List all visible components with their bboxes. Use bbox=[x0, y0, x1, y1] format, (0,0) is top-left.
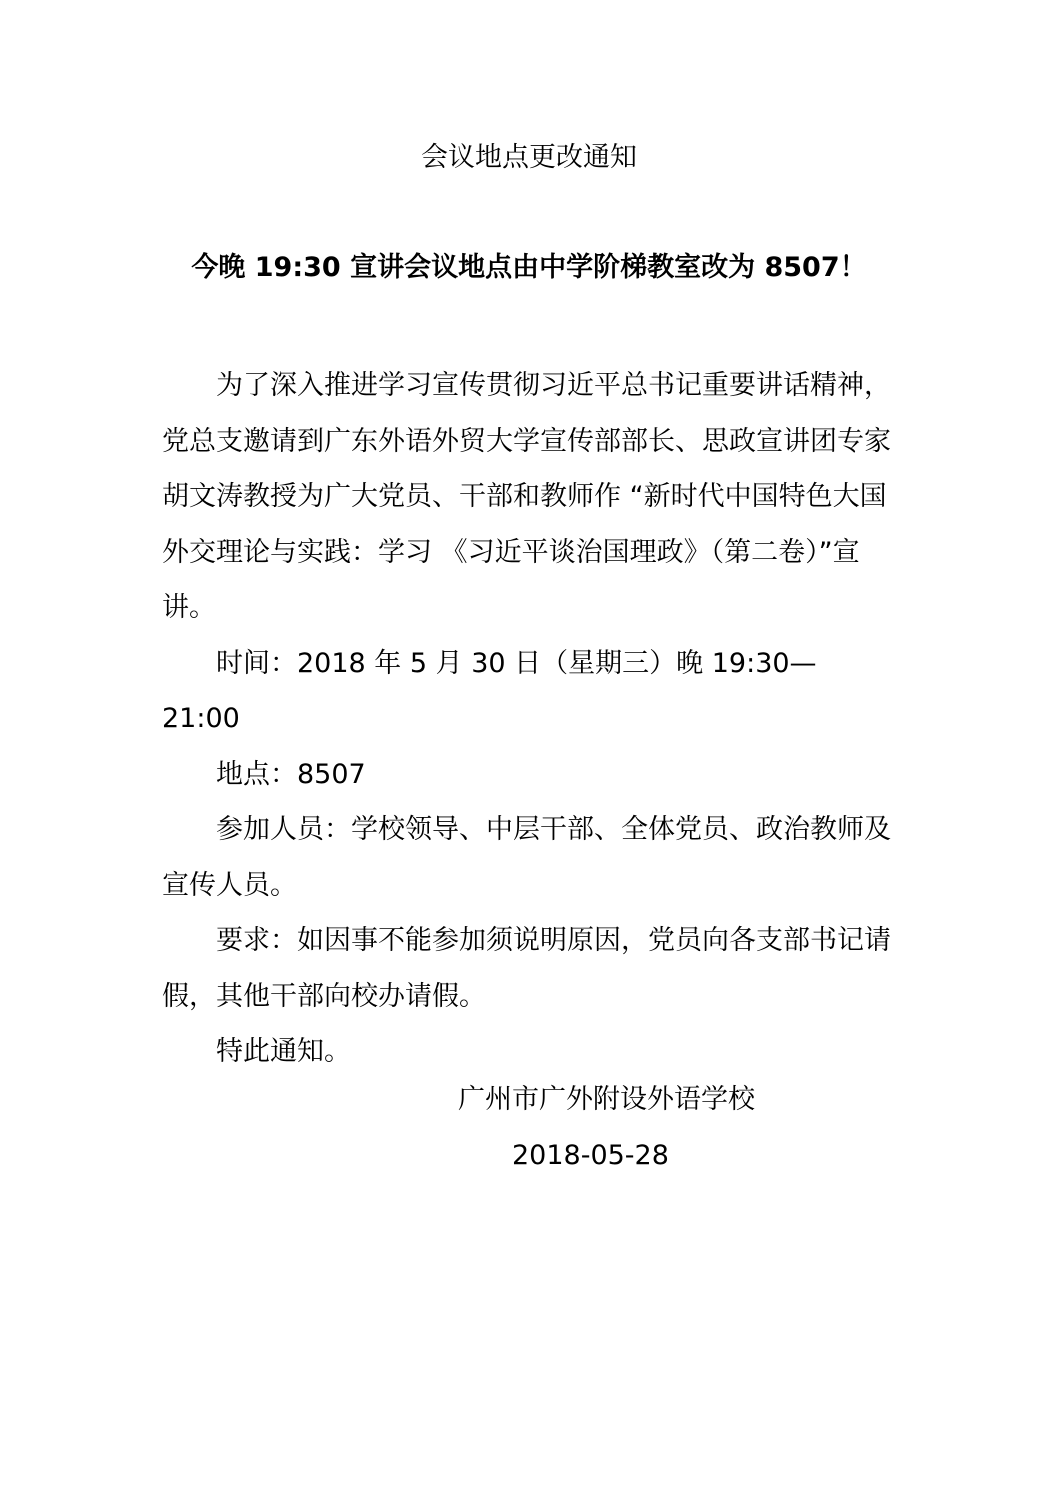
paragraph-closing: 特此通知。 bbox=[216, 1036, 351, 1067]
signature-school: 广州市广外附设外语学校 bbox=[458, 1084, 755, 1115]
notice-headline: 今晚 19:30 宣讲会议地点由中学阶梯教室改为 8507！ bbox=[191, 252, 867, 283]
notice-body bbox=[162, 358, 892, 1080]
paragraph-time: 时间：2018 年 5 月 30 日（星期三）晚 19:30—21:00 bbox=[162, 647, 817, 734]
notice-title: 会议地点更改通知 bbox=[421, 142, 637, 173]
paragraph-requirements: 要求：如因事不能参加须说明原因，党员向各支部书记请假，其他干部向校办请假。 bbox=[162, 925, 891, 1012]
paragraph-location: 地点：8507 bbox=[216, 758, 366, 790]
paragraph-attendees: 参加人员：学校领导、中层干部、全体党员、政治教师及宣传人员。 bbox=[162, 814, 891, 901]
paragraph-intro: 为了深入推进学习宣传贯彻习近平总书记重要讲话精神，党总支邀请到广东外语外贸大学宣传部部长、思政宣讲团专家胡文涛教授为广大党员、干部和教师作 “新时代中国特色大国外交理论与实践：学习 《习近平谈治国理政》（第二卷）”宣讲。 bbox=[162, 370, 891, 623]
signature-date: 2018-05-28 bbox=[512, 1140, 669, 1171]
